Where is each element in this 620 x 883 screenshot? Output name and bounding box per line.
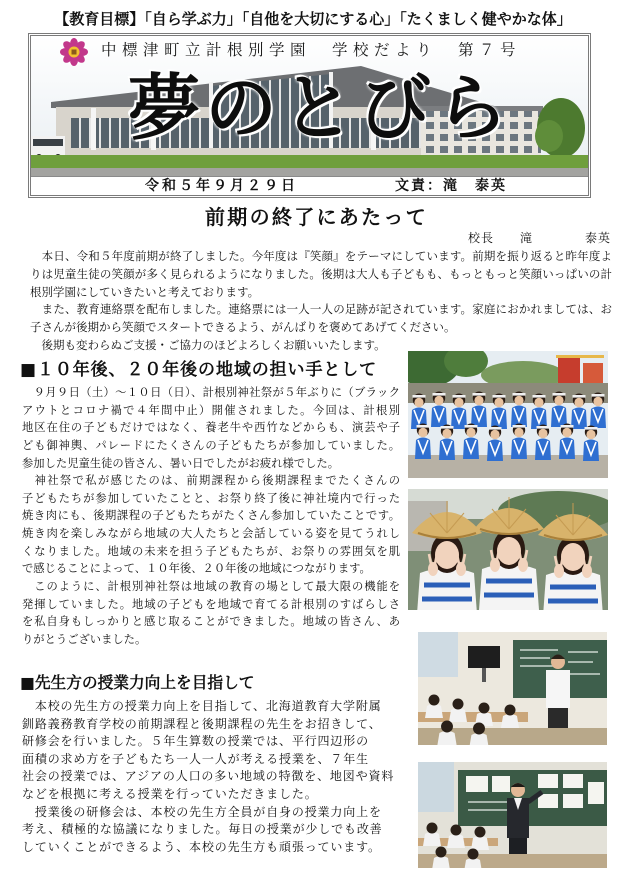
blackboard-lesson-photo [418, 762, 607, 868]
body-line: ども御神輿、パレードにたくさんの子どもたちが参加していました。 [22, 438, 400, 452]
article2-body [22, 384, 400, 649]
lawn [31, 155, 588, 168]
body-line: 根別学園にしていきたいと考えております。 [30, 284, 260, 299]
education-motto: 【教育目標】「自ら学ぶ力」「自他を大切にする心」「たくましく健やかな体」 [54, 10, 572, 28]
body-line: 授業後の研修会は、本校の先生方全員が自身の授業力向上を [22, 804, 382, 819]
window [418, 632, 458, 677]
article2-heading: ■１０年後、２０年後の地域の担い手として [20, 360, 378, 380]
school-emblem-icon [60, 38, 88, 66]
body-line: 子さんが後期から笑顔でスタートできるよう、がんばりを褒めてあげてください。 [30, 320, 456, 335]
body-line: 本日、令和５年度前期が終了しました。今年度は『笑顔』をテーマにしています。前期を振り返ると昨年度よ [30, 249, 612, 263]
article3-heading: ■先生方の授業力向上を目指して [20, 673, 255, 692]
body-line: で感じることによって、１０年後、２０年後の地域につながります。 [22, 562, 371, 576]
article3-body [22, 698, 410, 856]
body-line: 地区在住の子どもだけではなく、養老牛や西竹などからも、演芸や子 [22, 421, 400, 435]
newsletter-title: 夢のとびら [128, 65, 514, 150]
body-line: 面積の求め方を子どもたち一人一人が考える授業を、７年生 [22, 751, 369, 766]
window [418, 762, 454, 812]
body-line: などを根拠に考える授業を行っていただきました。 [22, 786, 318, 801]
body-line: りは児童生徒の笑顔が多く見られるようになりました。後期は大人も子どもも、もっともっと笑顔いっぱいの計 [30, 266, 612, 281]
body-line: 焼き肉を楽しみながら地域の大人たちと会話している姿を見てうれし [22, 527, 400, 541]
straw-hat-girls-photo [408, 489, 608, 610]
body-line: このように、計根別神社祭は地域の教育の場として最大限の機能を [22, 580, 400, 594]
body-line: 本校の先生方の授業力向上を目指して、北海道教育大学附属 [22, 699, 382, 713]
body-line: 後期も変わらぬご支援・ご協力のほどよろしくお願いいたします。 [30, 337, 386, 352]
school-name-issue: 中標津町立計根別学園 学校だより 第７号 [101, 41, 522, 59]
body-line: 参加した児童生徒の皆さん、暑い日でしたがお疲れ様でした。 [22, 456, 339, 470]
body-line: 子どもたちが参加していたことと、お祭り終了後に神社境内で行った [22, 491, 400, 505]
body-line: 神社祭で私が感じたのは、前期課程から後期課程までたくさんの [22, 474, 400, 488]
body-line: くなりました。地域の未来を担う子どもたちが、お祭りの雰囲気を肌 [22, 544, 400, 558]
body-line: ９月９日（土）～１０日（日）、計根別神社祭が５年ぶりに（ブラック [22, 386, 400, 399]
body-line: 研修会を行いました。５年生算数の授業では、平行四辺形の [22, 734, 369, 749]
article1-title: 前期の終了にあたって [205, 205, 428, 229]
article1-body [30, 248, 612, 355]
body-line: 釧路義務教育学校の前期課程と後期課程の先生をお招きして、 [22, 716, 382, 731]
classroom-lesson-photo [418, 632, 607, 745]
body-line: また、教育連絡票を配布しました。連絡票には一人一人の足跡が記されています。家庭におかれましては、お [30, 302, 612, 317]
body-line: を私自身もしっかりと感じ取ることができました。地域の皆さん、あ [22, 615, 400, 629]
author: 文責：滝 泰英 [395, 178, 507, 194]
date-row [31, 176, 588, 195]
body-line: 焼き肉にも、後期課程の子どもたちがたくさん参加していたことです。 [22, 509, 400, 523]
article1-byline: 校長 滝 泰英 [468, 231, 612, 245]
body-line: 発揮していました。地域の子どもを地域で育てる計根別のすばらしさ [22, 597, 400, 611]
body-line: アウトとコロナ禍で４年間中止）開催されました。今回は、計根別 [22, 403, 400, 417]
festival-group-photo [408, 351, 608, 478]
issue-date: 令和５年９月２９日 [145, 178, 298, 194]
masthead [28, 33, 591, 198]
road [31, 168, 588, 176]
ground [408, 455, 608, 478]
body-line: していくことができるよう、本校の先生方も頑張っています。 [22, 839, 381, 854]
body-line: りがとうございました。 [22, 632, 147, 646]
body-line: 社会の授業では、アジアの人口の多い地域の特徴を、地図や資料 [22, 769, 395, 784]
body-line: 考え、積極的な協議になりました。毎日の授業が少しでも改善 [22, 822, 383, 837]
